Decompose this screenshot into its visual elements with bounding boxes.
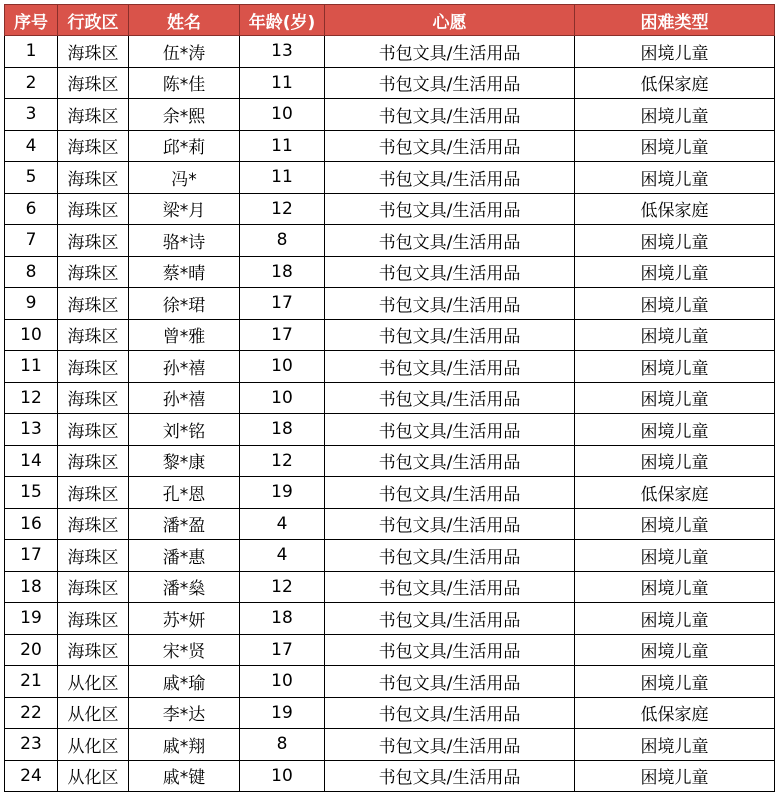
cell-district: 从化区 [58,729,129,761]
table-row [5,225,775,257]
table-row [5,571,775,603]
cell-hardship-type: 困境儿童 [575,382,775,414]
header-district: 行政区 [58,5,129,36]
cell-district: 从化区 [58,760,129,792]
cell-wish: 书包文具/生活用品 [325,634,575,666]
cell-wish: 书包文具/生活用品 [325,99,575,131]
cell-district: 海珠区 [58,477,129,509]
cell-age: 8 [240,729,325,761]
cell-district: 海珠区 [58,508,129,540]
cell-hardship-type: 困境儿童 [575,414,775,446]
cell-name: 戚*翔 [129,729,240,761]
cell-name: 孔*恩 [129,477,240,509]
cell-index: 1 [5,36,58,68]
cell-district: 海珠区 [58,603,129,635]
cell-hardship-type: 困境儿童 [575,319,775,351]
cell-index: 12 [5,382,58,414]
cell-name: 徐*珺 [129,288,240,320]
cell-name: 伍*涛 [129,36,240,68]
cell-wish: 书包文具/生活用品 [325,760,575,792]
cell-name: 陈*佳 [129,67,240,99]
cell-index: 9 [5,288,58,320]
cell-age: 17 [240,634,325,666]
cell-hardship-type: 低保家庭 [575,67,775,99]
cell-district: 海珠区 [58,319,129,351]
cell-district: 从化区 [58,666,129,698]
cell-hardship-type: 低保家庭 [575,697,775,729]
header-wish: 心愿 [325,5,575,36]
cell-hardship-type: 困境儿童 [575,130,775,162]
cell-wish: 书包文具/生活用品 [325,130,575,162]
table-row [5,729,775,761]
cell-age: 12 [240,571,325,603]
cell-age: 18 [240,256,325,288]
table-row [5,162,775,194]
cell-district: 海珠区 [58,288,129,320]
cell-name: 潘*燊 [129,571,240,603]
cell-hardship-type: 困境儿童 [575,445,775,477]
cell-wish: 书包文具/生活用品 [325,162,575,194]
table-row [5,445,775,477]
cell-index: 11 [5,351,58,383]
cell-hardship-type: 困境儿童 [575,634,775,666]
cell-district: 海珠区 [58,99,129,131]
table-row [5,382,775,414]
cell-hardship-type: 困境儿童 [575,288,775,320]
cell-district: 海珠区 [58,162,129,194]
cell-age: 11 [240,130,325,162]
cell-hardship-type: 困境儿童 [575,666,775,698]
cell-name: 蔡*晴 [129,256,240,288]
cell-name: 梁*月 [129,193,240,225]
cell-district: 海珠区 [58,414,129,446]
cell-index: 22 [5,697,58,729]
table-row [5,193,775,225]
cell-hardship-type: 困境儿童 [575,540,775,572]
cell-wish: 书包文具/生活用品 [325,571,575,603]
cell-district: 海珠区 [58,193,129,225]
header-row [5,5,775,36]
cell-age: 10 [240,666,325,698]
cell-index: 18 [5,571,58,603]
cell-index: 10 [5,319,58,351]
cell-index: 13 [5,414,58,446]
cell-index: 20 [5,634,58,666]
cell-wish: 书包文具/生活用品 [325,382,575,414]
cell-index: 16 [5,508,58,540]
cell-district: 海珠区 [58,351,129,383]
cell-age: 4 [240,508,325,540]
cell-name: 苏*妍 [129,603,240,635]
header-hardship-type: 困难类型 [575,5,775,36]
cell-hardship-type: 困境儿童 [575,603,775,635]
cell-wish: 书包文具/生活用品 [325,193,575,225]
cell-age: 13 [240,36,325,68]
table-row [5,414,775,446]
cell-name: 宋*贤 [129,634,240,666]
table-row [5,256,775,288]
table-row [5,67,775,99]
table-row [5,99,775,131]
cell-wish: 书包文具/生活用品 [325,36,575,68]
cell-index: 24 [5,760,58,792]
table-body [5,36,775,792]
cell-wish: 书包文具/生活用品 [325,67,575,99]
cell-name: 余*熙 [129,99,240,131]
cell-age: 10 [240,351,325,383]
cell-hardship-type: 困境儿童 [575,571,775,603]
cell-index: 4 [5,130,58,162]
cell-age: 11 [240,162,325,194]
cell-name: 潘*惠 [129,540,240,572]
cell-age: 17 [240,319,325,351]
cell-district: 从化区 [58,697,129,729]
table-row [5,288,775,320]
cell-wish: 书包文具/生活用品 [325,288,575,320]
cell-name: 冯* [129,162,240,194]
cell-index: 7 [5,225,58,257]
header-index: 序号 [5,5,58,36]
cell-wish: 书包文具/生活用品 [325,729,575,761]
cell-hardship-type: 困境儿童 [575,256,775,288]
cell-district: 海珠区 [58,130,129,162]
cell-name: 戚*瑜 [129,666,240,698]
header-age: 年龄(岁) [240,5,325,36]
cell-age: 8 [240,225,325,257]
cell-name: 孙*禧 [129,351,240,383]
cell-age: 18 [240,414,325,446]
cell-district: 海珠区 [58,36,129,68]
table-row [5,760,775,792]
cell-wish: 书包文具/生活用品 [325,319,575,351]
cell-district: 海珠区 [58,67,129,99]
cell-index: 23 [5,729,58,761]
cell-wish: 书包文具/生活用品 [325,445,575,477]
cell-name: 孙*禧 [129,382,240,414]
cell-index: 21 [5,666,58,698]
cell-name: 骆*诗 [129,225,240,257]
cell-index: 6 [5,193,58,225]
cell-district: 海珠区 [58,445,129,477]
cell-district: 海珠区 [58,634,129,666]
table-row [5,634,775,666]
table-row [5,603,775,635]
cell-name: 邱*莉 [129,130,240,162]
cell-age: 12 [240,445,325,477]
cell-wish: 书包文具/生活用品 [325,666,575,698]
cell-age: 19 [240,697,325,729]
cell-district: 海珠区 [58,225,129,257]
wish-list-table [4,4,775,792]
cell-wish: 书包文具/生活用品 [325,225,575,257]
cell-index: 5 [5,162,58,194]
cell-name: 黎*康 [129,445,240,477]
table-header [5,5,775,36]
cell-age: 10 [240,99,325,131]
cell-district: 海珠区 [58,382,129,414]
cell-age: 11 [240,67,325,99]
table-row [5,697,775,729]
cell-district: 海珠区 [58,540,129,572]
cell-age: 18 [240,603,325,635]
cell-age: 12 [240,193,325,225]
cell-hardship-type: 困境儿童 [575,508,775,540]
header-name: 姓名 [129,5,240,36]
cell-name: 曾*雅 [129,319,240,351]
wish-list-sheet [4,4,775,792]
cell-index: 19 [5,603,58,635]
table-row [5,508,775,540]
cell-name: 刘*铭 [129,414,240,446]
table-row [5,351,775,383]
cell-index: 3 [5,99,58,131]
cell-age: 17 [240,288,325,320]
cell-hardship-type: 困境儿童 [575,162,775,194]
cell-wish: 书包文具/生活用品 [325,603,575,635]
cell-name: 戚*键 [129,760,240,792]
cell-index: 8 [5,256,58,288]
cell-hardship-type: 困境儿童 [575,225,775,257]
cell-age: 10 [240,382,325,414]
cell-wish: 书包文具/生活用品 [325,508,575,540]
cell-district: 海珠区 [58,256,129,288]
cell-hardship-type: 低保家庭 [575,193,775,225]
cell-hardship-type: 低保家庭 [575,477,775,509]
cell-hardship-type: 困境儿童 [575,351,775,383]
cell-wish: 书包文具/生活用品 [325,697,575,729]
cell-hardship-type: 困境儿童 [575,99,775,131]
cell-wish: 书包文具/生活用品 [325,351,575,383]
cell-name: 李*达 [129,697,240,729]
cell-age: 4 [240,540,325,572]
cell-age: 10 [240,760,325,792]
cell-index: 2 [5,67,58,99]
cell-wish: 书包文具/生活用品 [325,256,575,288]
table-row [5,540,775,572]
cell-district: 海珠区 [58,571,129,603]
cell-wish: 书包文具/生活用品 [325,540,575,572]
cell-index: 14 [5,445,58,477]
table-row [5,477,775,509]
cell-index: 17 [5,540,58,572]
cell-hardship-type: 困境儿童 [575,36,775,68]
table-row [5,36,775,68]
table-row [5,666,775,698]
table-row [5,130,775,162]
table-row [5,319,775,351]
cell-wish: 书包文具/生活用品 [325,477,575,509]
cell-age: 19 [240,477,325,509]
cell-index: 15 [5,477,58,509]
cell-name: 潘*盈 [129,508,240,540]
cell-hardship-type: 困境儿童 [575,760,775,792]
cell-wish: 书包文具/生活用品 [325,414,575,446]
cell-hardship-type: 困境儿童 [575,729,775,761]
